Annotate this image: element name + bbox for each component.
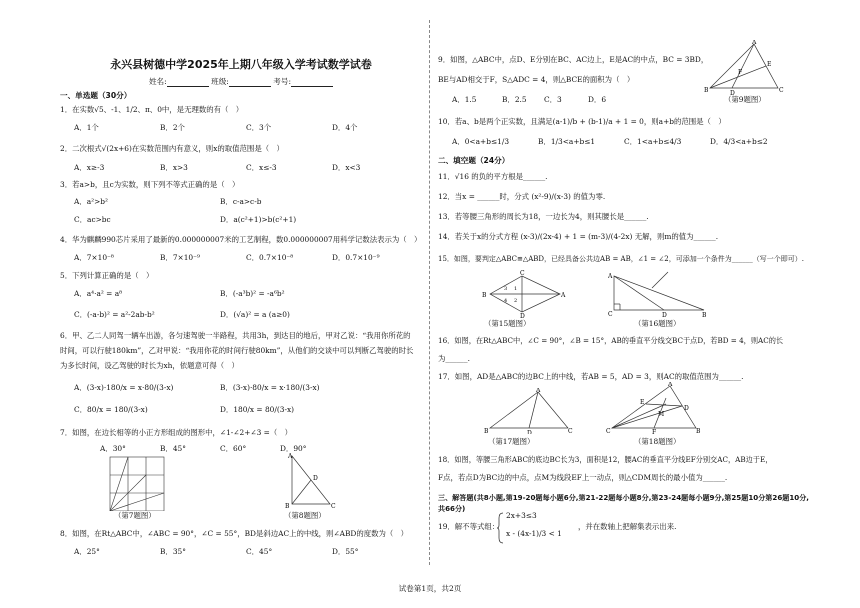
q5-option-a: A．a⁴·a² = a⁸ <box>74 289 123 298</box>
q8-option-b: B．35° <box>160 547 186 556</box>
q8-option-a: A．25° <box>74 547 100 556</box>
q1-option-c: C．3个 <box>246 123 272 132</box>
question-18-line-2: F点，若点D为BC边的中点，点M为线段EF上一动点，则△CDM周长的最小值为______. <box>438 473 728 482</box>
q2-option-d: D．x<3 <box>332 163 361 172</box>
exam-title: 永兴县树德中学2025年上期八年级入学考试数学试卷 <box>110 58 372 71</box>
section-three-heading: 三、解答题(共8小题,第19-20题每小题6分,第21-22题每小题8分,第23-24题每小题9分,第25题10分第26题10分,共66分) <box>438 493 810 514</box>
system-brace <box>496 512 504 544</box>
q7-option-b: B．45° <box>160 444 186 453</box>
question-13: 13．若等腰三角形的周长为18，一边长为4，则其腰长是______. <box>438 212 649 221</box>
figure-18-triangle <box>606 382 702 434</box>
svg-text:E: E <box>640 399 645 406</box>
q6-option-d: D．180/x = 80/(3-x) <box>220 405 295 414</box>
svg-text:D: D <box>527 430 532 434</box>
svg-text:D: D <box>313 475 318 482</box>
svg-text:D: D <box>684 405 689 412</box>
left-column <box>60 0 422 608</box>
section-one-heading: 一、单选题（30分） <box>60 91 132 100</box>
q9-option-a: A．1.5 <box>452 95 477 104</box>
svg-text:1: 1 <box>514 286 518 292</box>
q3-option-a: A．a²>b² <box>74 197 108 206</box>
question-5: 5．下列计算正确的是（ ） <box>60 271 154 280</box>
svg-text:A: A <box>536 388 541 394</box>
question-3: 3．若a>b，且c为实数，则下列不等式正确的是（ ） <box>60 180 240 189</box>
svg-text:C: C <box>331 503 336 510</box>
q8-option-d: D．55° <box>332 547 359 556</box>
q7-option-c: C．60° <box>220 444 247 453</box>
svg-text:C: C <box>606 428 611 434</box>
q19-instruction: ，并在数轴上把解集表示出来. <box>578 522 677 531</box>
question-6-line-1: 6．甲、乙二人同驾一辆车出游，各匀速驾驶一半路程，共用3h，到达目的地后，甲对乙说：“我用你所花的 <box>60 331 411 340</box>
q9-option-c: C．3 <box>544 95 562 104</box>
q2-option-c: C．x≤-3 <box>246 163 277 172</box>
question-6-line-2: 时间，可以行驶180km”，乙对甲说：“我用你花的时间行驶80km”，从他们的交谈中可以判断乙驾驶的时长 <box>60 346 414 355</box>
svg-text:B: B <box>696 428 701 434</box>
q3-option-b: B．c-a>c-b <box>220 197 262 206</box>
q19-inequality-2: x - (4x-1)/3 < 1 <box>506 529 562 538</box>
figure-17-triangle <box>484 388 574 434</box>
q3-option-c: C．ac>bc <box>74 215 111 224</box>
svg-text:M: M <box>658 411 665 418</box>
q6-option-a: A．(3-x)·180/x = x·80/(3-x) <box>74 383 174 392</box>
svg-text:B: B <box>704 87 709 94</box>
question-4: 4．华为麒麟990芯片采用了最新的0.000000007米的工艺制程，数0.000000007用科学记数法表示为（ ） <box>60 235 422 244</box>
question-12: 12．当x = ______时，分式 (x²-9)/(x-3) 的值为零. <box>438 192 606 201</box>
svg-text:D: D <box>730 90 735 96</box>
svg-text:C: C <box>608 311 613 318</box>
q5-option-c: C．(-a-b)² = a²-2ab-b² <box>74 310 155 319</box>
svg-text:A: A <box>608 273 613 280</box>
question-10: 10．若a、b是两个正实数，且满足(a-1)/b + (b-1)/a + 1 = 0，则a+b的范围是（ ） <box>438 117 726 126</box>
svg-text:2: 2 <box>514 298 518 304</box>
svg-text:A: A <box>288 453 293 460</box>
question-6-line-3: 为多长时间，设乙驾驶的时长为xh，依题意可得（ ） <box>60 361 239 370</box>
svg-text:3: 3 <box>504 286 508 292</box>
q4-option-a: A．7×10⁻⁸ <box>74 253 114 262</box>
section-two-heading: 二、填空题（24分） <box>438 156 510 165</box>
svg-text:4: 4 <box>504 298 508 304</box>
svg-text:B: B <box>285 503 290 510</box>
figure-15-kite <box>478 268 568 318</box>
question-11: 11．√16 的负的平方根是______. <box>438 172 548 181</box>
q4-option-c: C．0.7×10⁻⁸ <box>246 253 294 262</box>
q4-option-d: D．0.7×10⁻⁹ <box>332 253 380 262</box>
svg-text:A: A <box>561 292 566 299</box>
figure-15-caption: （第15题图） <box>484 319 531 328</box>
figure-17-caption: （第17题图） <box>488 437 535 446</box>
q7-option-d: D．90° <box>280 444 307 453</box>
svg-text:F: F <box>738 69 743 76</box>
page-footer: 试卷第1页，共2页 <box>398 584 462 593</box>
svg-text:B: B <box>482 292 487 299</box>
q10-option-c: C．1<a+b≤4/3 <box>624 137 682 146</box>
class-label: 班级: <box>211 77 229 86</box>
svg-text:C: C <box>520 270 525 277</box>
q9-option-b: B．2.5 <box>502 95 527 104</box>
question-9-line-1: 9．如图，△ABC中，点D、E分别在BC、AC边上，E是AC的中点，BC = 3BD， <box>438 55 709 64</box>
q8-option-c: C．45° <box>246 547 273 556</box>
svg-text:D: D <box>520 313 525 318</box>
q19-inequality-1: 2x+3≤3 <box>506 511 537 520</box>
q6-option-c: C．80/x = 180/(3-x) <box>74 405 148 414</box>
q2-option-b: B．x>3 <box>160 163 188 172</box>
question-1: 1．在实数√5、-1、1/2、π、0中，是无理数的有（ ） <box>60 105 244 114</box>
q10-option-d: D．4/3<a+b≤2 <box>710 137 768 146</box>
question-17: 17．如图，AD是△ABC的边BC上的中线，若AB = 5，AD = 3，则AC的取值范围为______. <box>438 372 744 381</box>
q3-option-d: D．a(c²+1)>b(c²+1) <box>220 215 297 224</box>
column-divider <box>429 20 430 565</box>
q1-option-b: B．2个 <box>160 123 185 132</box>
name-label: 姓名: <box>148 77 167 86</box>
question-16-line-1: 16．如图，在Rt△ABC中，∠C = 90°，∠B = 15°，AB的垂直平分线交BC于点D，若BD = 4，则AC的长 <box>438 336 784 345</box>
q10-option-b: B．1/3<a+b≤1 <box>538 137 596 146</box>
svg-text:B: B <box>484 428 489 434</box>
svg-text:A: A <box>668 382 673 388</box>
figure-16-caption: （第16题图） <box>634 319 681 328</box>
svg-text:B: B <box>702 312 707 318</box>
question-18-line-1: 18．如图，等腰三角形ABC的底边BC长为3，面积是12，腰AC的垂直平分线EF分别交AC，AB边于E， <box>438 455 773 464</box>
q5-option-b: B．(-a³b)² = -a⁶b² <box>220 289 285 298</box>
question-9-line-2: BE与AD相交于F，S△ADC = 4，则△BCE的面积为（ ） <box>438 75 635 84</box>
svg-text:E: E <box>767 61 772 68</box>
question-16-line-2: 为______. <box>438 354 470 363</box>
q6-option-b: B．(3-x)·80/x = x·180/(3-x) <box>220 383 320 392</box>
q7-option-a: A．30° <box>100 444 126 453</box>
figure-9-triangle <box>704 40 784 96</box>
q9-option-d: D．6 <box>588 95 607 104</box>
svg-text:C: C <box>568 428 573 434</box>
figure-8-caption: （第8题图） <box>284 511 326 520</box>
q4-option-b: B．7×10⁻⁹ <box>160 253 200 262</box>
svg-text:C: C <box>779 87 784 94</box>
question-2: 2．二次根式√(2x+6)在实数范围内有意义，则x的取值范围是（ ） <box>60 144 284 153</box>
q10-option-a: A．0<a+b≤1/3 <box>452 137 510 146</box>
figure-16-triangle <box>608 270 708 318</box>
figure-18-caption: （第18题图） <box>634 437 681 446</box>
q2-option-a: A．x≥-3 <box>74 163 105 172</box>
exam-no-label: 考号: <box>273 77 292 86</box>
q1-option-a: A．1个 <box>74 123 99 132</box>
right-column <box>438 0 810 608</box>
svg-text:A: A <box>752 40 757 46</box>
question-7: 7．如图，在边长相等的小正方形组成的图形中，∠1-∠2+∠3 =（ ） <box>60 428 292 437</box>
svg-text:F: F <box>652 429 657 434</box>
figure-7-caption: （第7题图） <box>114 511 156 520</box>
question-19-label: 19．解不等式组： <box>438 522 500 531</box>
q1-option-d: D．4个 <box>332 123 358 132</box>
figure-8-triangle <box>282 450 340 512</box>
question-14: 14．若关于x的分式方程 (x-3)/(2x-4) + 1 = (m-3)/(4-2x) 无解，则m的值为______. <box>438 232 719 241</box>
question-8: 8．如图，在Rt△ABC中，∠ABC = 90°，∠C = 55°，BD是斜边AC上的中线，则∠ABD的度数为（ ） <box>60 529 409 538</box>
q5-option-d: D．(√a)² = a (a≥0) <box>220 310 290 319</box>
figure-7-grid <box>108 455 170 511</box>
svg-text:D: D <box>662 312 667 318</box>
question-15: 15．如图，要判定△ABC≌△ABD，已经具备公共边AB = AB，∠1 = ∠2，可添加一个条件为______（写一个即可）. <box>438 255 804 263</box>
figure-9-caption: （第9题图） <box>724 95 766 104</box>
